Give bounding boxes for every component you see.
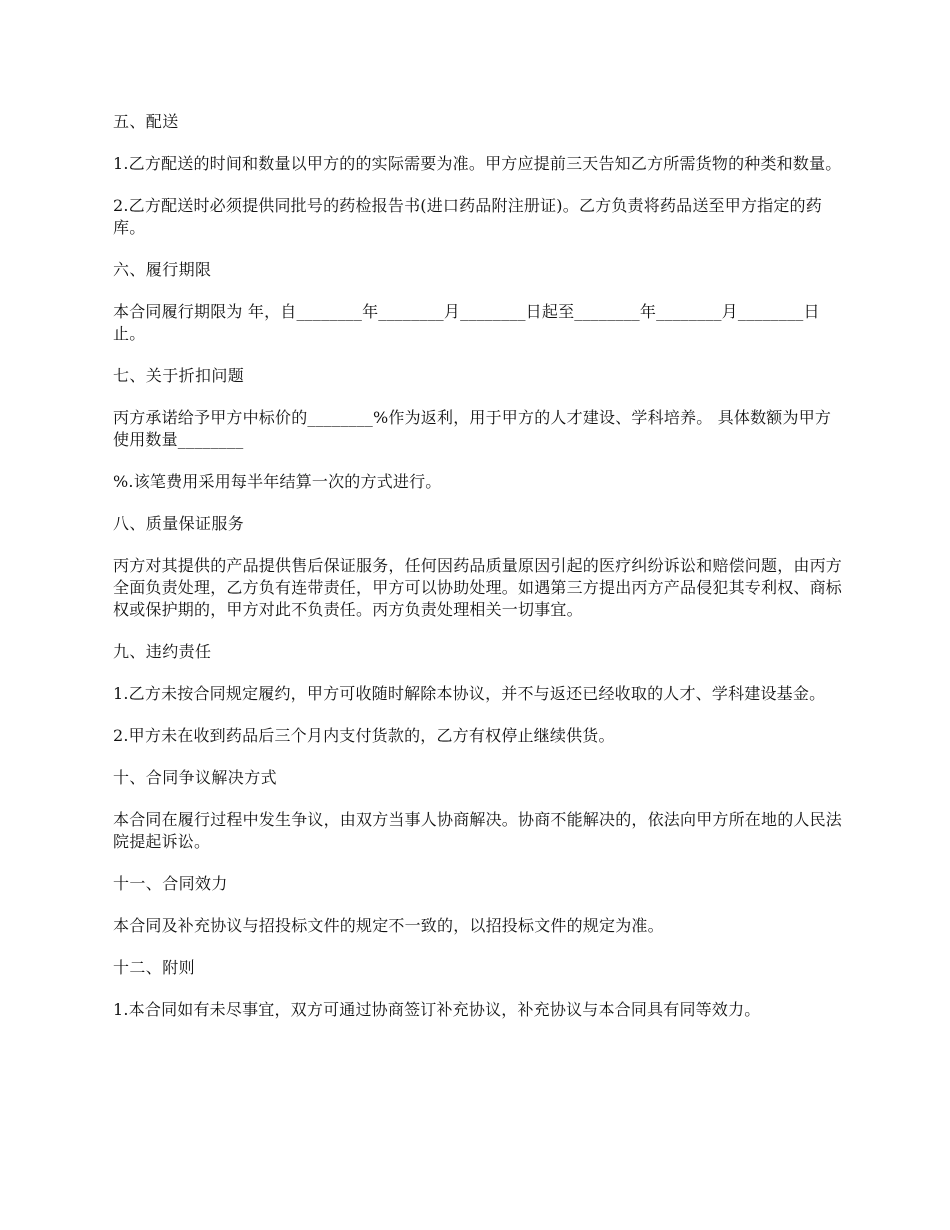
section-discount [113,365,843,493]
section-validity [113,873,843,937]
section-heading: 六、履行期限 [113,260,212,279]
paragraph: 1.乙方未按合同规定履约，甲方可收随时解除本协议，并不与返还已经收取的人才、学科建设基金。 [113,684,826,703]
paragraph: 本合同在履行过程中发生争议，由双方当事人协商解决。协商不能解决的，依法向甲方所在地的人民法院提起诉讼。 [113,810,843,851]
section-heading: 八、质量保证服务 [113,514,245,533]
section-supplementary [113,957,843,1021]
section-delivery [113,111,843,239]
section-liability [113,641,843,747]
section-heading: 九、违约责任 [113,642,212,661]
section-heading: 五、配送 [113,112,179,131]
section-heading: 七、关于折扣问题 [113,366,245,385]
paragraph: 2.甲方未在收到药品后三个月内支付货款的，乙方有权停止继续供货。 [113,726,615,745]
paragraph: 本合同及补充协议与招投标文件的规定不一致的，以招投标文件的规定为准。 [113,916,664,935]
section-term [113,259,843,345]
paragraph: 1.乙方配送的时间和数量以甲方的的实际需要为准。甲方应提前三天告知乙方所需货物的种类和数量。 [113,154,842,173]
paragraph: 2.乙方配送时必须提供同批号的药检报告书(进口药品附注册证)。乙方负责将药品送至甲方指定的药库。 [113,196,822,237]
paragraph: 本合同履行期限为 年，自________年________月________日起至________年________月________日止。 [113,302,820,343]
paragraph: 1.本合同如有未尽事宜，双方可通过协商签订补充协议，补充协议与本合同具有同等效力。 [113,1000,761,1019]
section-heading: 十二、附则 [113,958,196,977]
paragraph: 丙方对其提供的产品提供售后保证服务，任何因药品质量原因引起的医疗纠纷诉讼和赔偿问题，由丙方全面负责处理，乙方负有连带责任，甲方可以协助处理。如遇第三方提出丙方产品侵犯其专利权、商标权或保护期的，甲方对此不负责任。丙方负责处理相关一切事宜。 [113,556,843,619]
section-dispute [113,767,843,853]
document-page [113,111,843,1041]
paragraph: 丙方承诺给予甲方中标价的________%作为返利，用于甲方的人才建设、学科培养。 具体数额为甲方使用数量________ [113,408,832,449]
section-heading: 十、合同争议解决方式 [113,768,278,787]
section-quality-service [113,513,843,621]
paragraph: %.该笔费用采用每半年结算一次的方式进行。 [113,472,442,491]
section-heading: 十一、合同效力 [113,874,228,893]
